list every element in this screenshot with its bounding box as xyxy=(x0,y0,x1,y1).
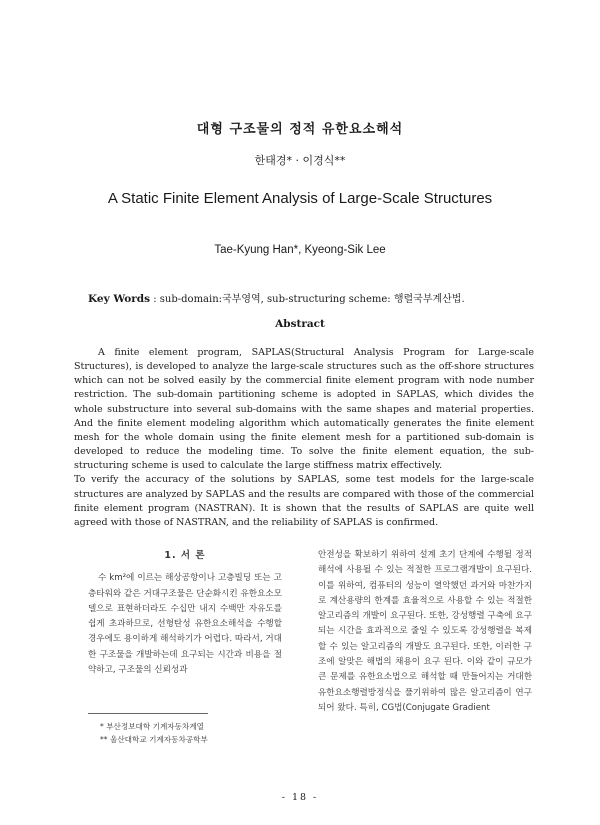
abstract-paragraph-1: A finite element program, SAPLAS(Structural Analysis Program for Large-scale Structures), is developed to analyze the large-scale structures such as the off-shore structures which can not be solved easily by the commercial finite element program with node number restriction. The sub-domain partitioning scheme is adopted in SAPLAS, which divides the whole substructure into several sub-domains with the same shapes and material properties. And the finite element modeling algorithm which automatically generates the finite element mesh for the whole domain using the finite element mesh for a partitioned sub-domain is developed to reduce the modeling time. To solve the finite element equation, the sub-structuring scheme is used to calculate the large stiffness matrix effectively. xyxy=(74,347,534,472)
abstract-heading: Abstract xyxy=(275,318,325,330)
keywords-text: : sub-domain:국부영역, sub-structuring scheme: 행렬국부계산법. xyxy=(150,294,465,305)
english-authors: Tae-Kyung Han*, Kyeong-Sik Lee xyxy=(214,244,386,256)
keywords-line xyxy=(88,290,548,305)
korean-title: 대형 구조물의 정적 유한요소해석 xyxy=(196,122,404,137)
english-title: A Static Finite Element Analysis of Large-Scale Structures xyxy=(107,190,493,207)
page-number: - 18 - xyxy=(281,792,319,803)
abstract-paragraph-2: To verify the accuracy of the solutions by SAPLAS, some test models for the large-scale structures are analyzed by SAPLAS and the results are compared with those of the commercial finite element program (NASTRAN). It is shown that the results of SAPLAS are quite well agreed with those of NASTRAN, and the reliability of SAPLAS is confirmed. xyxy=(74,474,534,528)
footnote-1: * 부산정보대학 기계자동차계열 xyxy=(100,722,204,731)
right-column xyxy=(318,548,532,716)
abstract-body xyxy=(74,346,534,530)
section-heading: 1. 서 론 xyxy=(164,550,206,561)
left-column xyxy=(88,548,282,678)
footnotes xyxy=(100,720,300,746)
keywords-label: Key Words xyxy=(88,293,151,305)
right-column-text: 안전성을 확보하기 위하여 설계 초기 단계에 수행될 정적해석에 사용될 수 있는 적절한 프로그램개발이 요구된다. 이를 위하여, 컴퓨터의 성능이 열악했던 과거와 마찬가지로 계산용량의 한계를 효율적으로 사용할 수 있는 적절한 알고리즘의 개발이 요구된다. 또한, 강성행렬 구축에 요구되는 시간을 효과적으로 줄일 수 있도록 강성행렬을 복제할 수 있는 알고리즘의 개발도 요구된다. 또한, 이러한 구조에 알맞은 해법의 채용이 요구 된다. 이와 같이 규모가 큰 문제를 유한요소법으로 해석할 때 만들어지는 거대한 유한요소행렬방정식을 풀기위하여 많은 알고리즘이 연구되어 왔다. 특히, CG법(Conjugate Gradient xyxy=(318,550,532,713)
footnote-divider xyxy=(88,713,208,714)
korean-authors: 한태경* · 이경식** xyxy=(254,154,346,167)
section-1-text: 수 km²에 이르는 해상공항이나 고층빌딩 또는 고층타워와 같은 거대구조물은 단순화시킨 유한요소모델으로 표현하더라도 수십만 내지 수백만 자유도를 쉽게 초과하므로, 선형탄성 유한요소해석을 수행할 경우에도 용이하게 해석하기가 어렵다. 따라서, 거대한 구조물을 개발하는데 요구되는 시간과 비용을 절약하고, 구조물의 신뢰성과 xyxy=(88,573,282,676)
footnote-2: ** 울산대학교 기계자동차공학부 xyxy=(100,735,208,744)
